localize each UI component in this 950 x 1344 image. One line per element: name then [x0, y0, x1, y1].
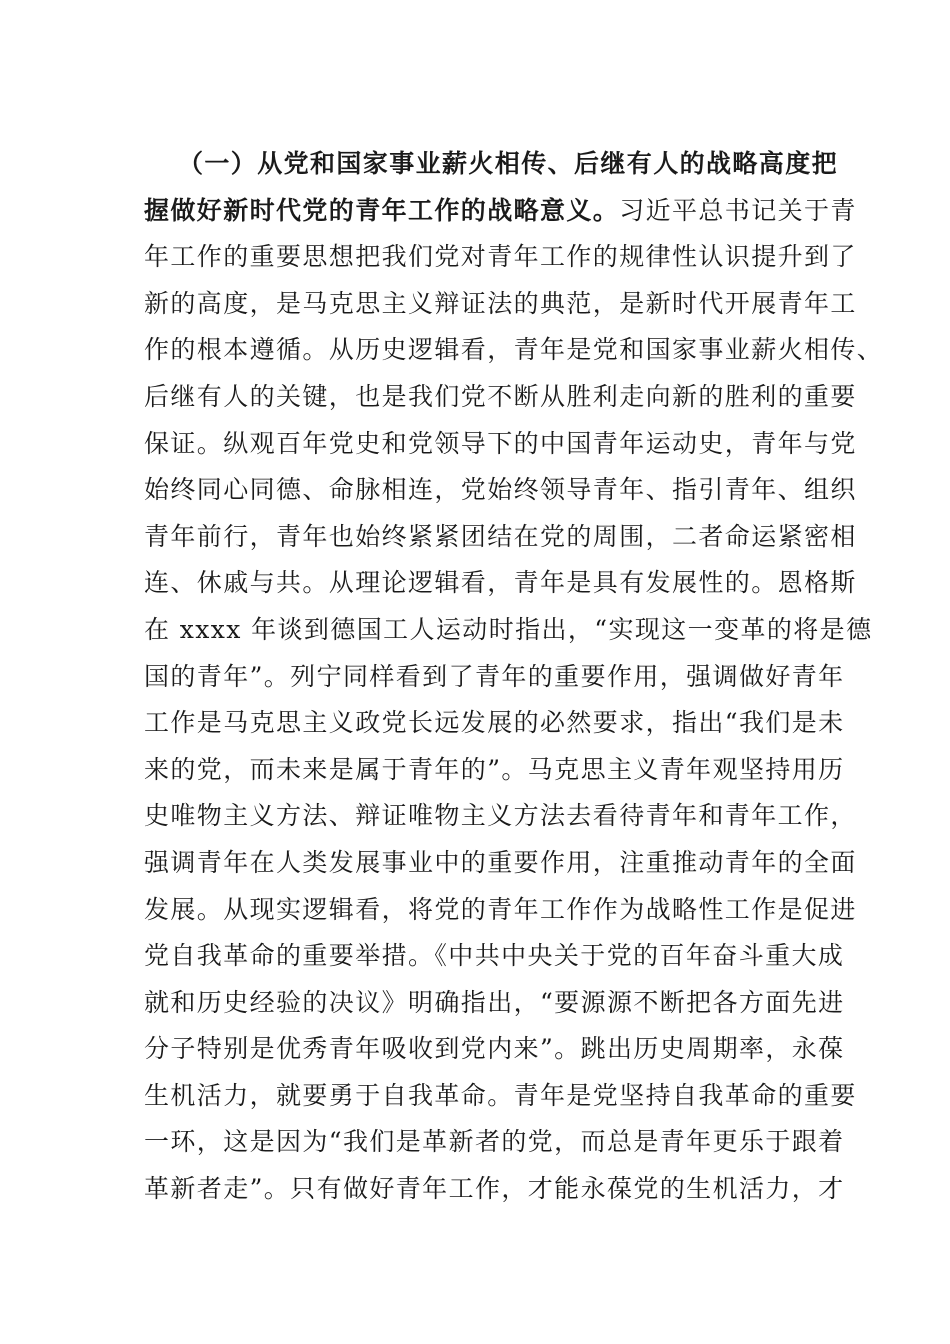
text-line: 革新者走”。只有做好青年工作，才能永葆党的生机活力，才	[144, 1174, 845, 1204]
text-line: 始终同心同德、命脉相连，党始终领导青年、指引青年、组织	[144, 475, 857, 505]
text-line: 史唯物主义方法、辩证唯物主义方法去看待青年和青年工作，	[144, 801, 857, 831]
text-line: 作的根本遵循。从历史逻辑看，青年是党和国家事业薪火相传、	[144, 335, 884, 365]
text-line: 连、休戚与共。从理论逻辑看，青年是具有发展性的。恩格斯	[144, 568, 857, 598]
text-line: 一环，这是因为“我们是革新者的党，而总是青年更乐于跟着	[144, 1127, 845, 1157]
text-line: 在 xxxx 年谈到德国工人运动时指出，“实现这一变革的将是德	[144, 614, 873, 644]
text-line: 国的青年”。列宁同样看到了青年的重要作用，强调做好青年	[144, 661, 845, 691]
text-line	[144, 188, 864, 235]
text-line: 年工作的重要思想把我们党对青年工作的规律性认识提升到了	[144, 242, 857, 272]
text-line: 新的高度，是马克思主义辩证法的典范，是新时代开展青年工	[144, 288, 857, 318]
text-line: 分子特别是优秀青年吸收到党内来”。跳出历史周期率，永葆	[144, 1034, 845, 1064]
text-line: 发展。从现实逻辑看，将党的青年工作作为战略性工作是促进	[144, 894, 857, 924]
text-line: 保证。纵观百年党史和党领导下的中国青年运动史，青年与党	[144, 428, 857, 458]
text-span: 习近平总书记关于青	[619, 195, 857, 225]
text-line: 青年前行，青年也始终紧紧团结在党的周围，二者命运紧密相	[144, 521, 857, 551]
paragraph	[144, 141, 884, 1213]
text-line: 工作是马克思主义政党长远发展的必然要求，指出“我们是未	[144, 708, 845, 738]
text-line: 生机活力，就要勇于自我革命。青年是党坚持自我革命的重要	[144, 1080, 857, 1110]
text-line: 后继有人的关键，也是我们党不断从胜利走向新的胜利的重要	[144, 381, 857, 411]
text-line: 就和历史经验的决议》明确指出，“要源源不断把各方面先进	[144, 987, 845, 1017]
text-line: 强调青年在人类发展事业中的重要作用，注重推动青年的全面	[144, 847, 857, 877]
section-heading: （一）从党和国家事业薪火相传、后继有人的战略高度把	[178, 149, 839, 178]
text-line: 党自我革命的重要举措。《中共中央关于党的百年奋斗重大成	[144, 941, 845, 971]
text-line: 来的党，而未来是属于青年的”。马克思主义青年观坚持用历	[144, 754, 845, 784]
section-heading-continued: 握做好新时代党的青年工作的战略意义。	[144, 195, 620, 225]
